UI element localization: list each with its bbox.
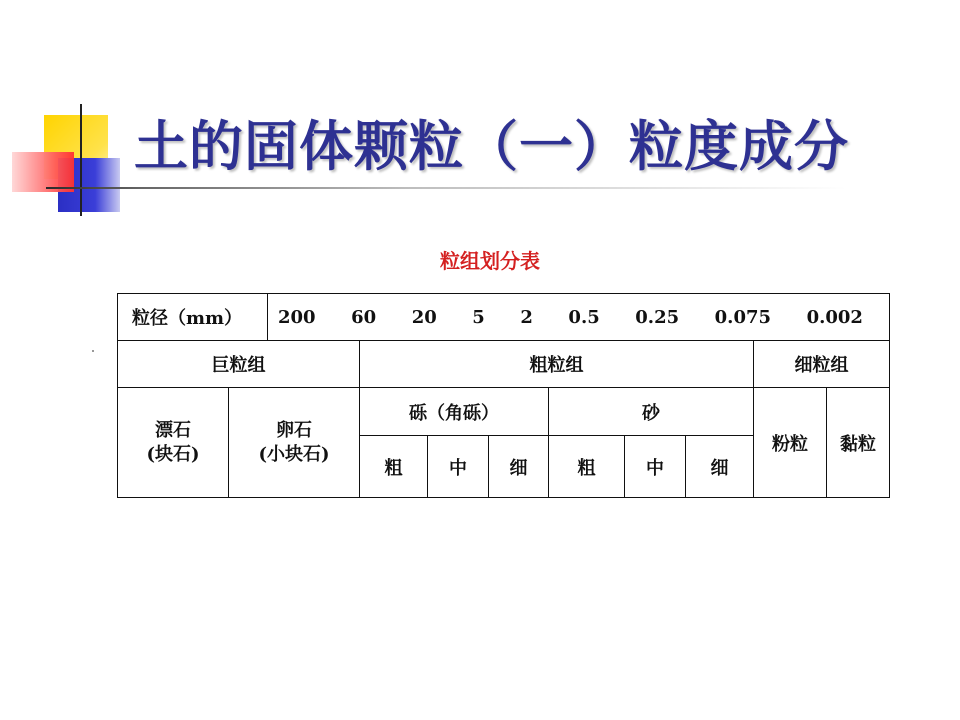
size-value: 200 [278, 306, 316, 328]
size-row [118, 294, 890, 341]
subgroup-row [118, 388, 890, 436]
clay-cell: 黏粒 [827, 388, 890, 498]
slide-title: 土的固体颗粒（一）粒度成分 [134, 115, 849, 178]
group-giant: 巨粒组 [118, 341, 360, 388]
particle-size-table [117, 293, 890, 498]
gravel-medium: 中 [428, 436, 489, 498]
cobble-alt-label: (小块石) [258, 443, 330, 465]
silt-cell: 粉粒 [754, 388, 827, 498]
size-value: 20 [411, 306, 437, 328]
boulder-cell [118, 388, 229, 498]
gravel-coarse: 粗 [360, 436, 428, 498]
sand-medium: 中 [625, 436, 686, 498]
size-value: 0.5 [568, 306, 600, 328]
gravel-cell: 砾（角砾） [360, 388, 549, 436]
group-coarse: 粗粒组 [360, 341, 754, 388]
size-value: 0.075 [714, 306, 772, 328]
size-value: 5 [472, 306, 485, 328]
size-value: 0.25 [635, 306, 680, 328]
sand-fine: 细 [686, 436, 754, 498]
table-caption: 粒组划分表 [440, 249, 540, 273]
size-value: 60 [351, 306, 377, 328]
size-value: 2 [520, 306, 533, 328]
group-row [118, 341, 890, 388]
decor-vertical-line [80, 104, 82, 216]
sand-coarse: 粗 [549, 436, 625, 498]
size-value: 0.002 [806, 306, 863, 328]
sand-cell: 砂 [549, 388, 754, 436]
size-values-cell [268, 294, 890, 341]
boulder-alt-label: (块石) [146, 443, 200, 465]
cobble-label: 卵石 [276, 419, 312, 441]
gravel-fine: 细 [489, 436, 549, 498]
size-values [268, 307, 889, 328]
size-label-cell: 粒径（mm） [118, 294, 268, 341]
cobble-cell [229, 388, 360, 498]
decor-dot [92, 350, 94, 352]
boulder-label: 漂石 [155, 419, 191, 441]
decor-red-square [12, 152, 74, 192]
title-underline [46, 187, 846, 189]
group-fine: 细粒组 [754, 341, 890, 388]
